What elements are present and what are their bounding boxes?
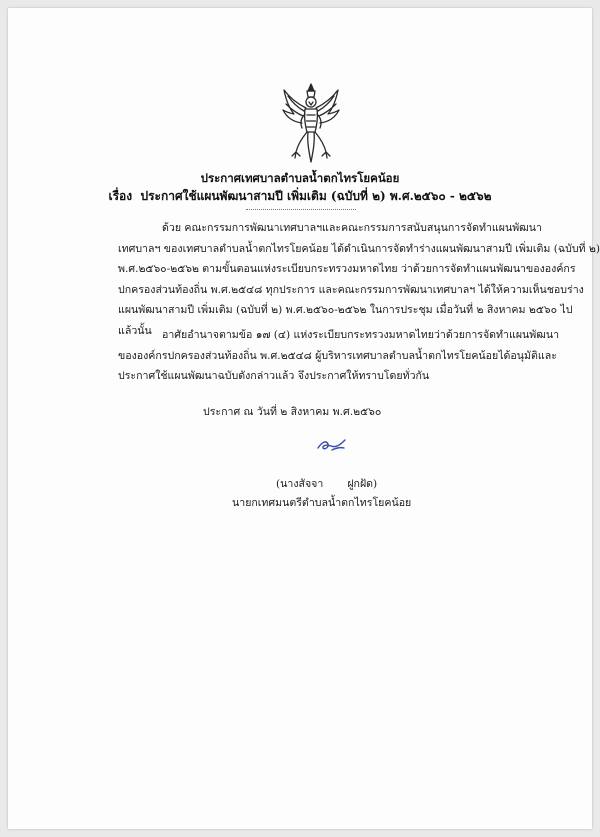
paragraph-line: แล้วนั้น bbox=[118, 324, 152, 337]
paragraph-line: เทศบาลฯ ของเทศบาลตำบลน้ำตกไทรโยคน้อย ได้ดำเนินการจัดทำร่างแผนพัฒนาสามปี เพิ่มเติม (ฉบับที่ ๒) bbox=[118, 242, 600, 255]
paragraph-line: ประกาศใช้แผนพัฒนาฉบับดังกล่าวแล้ว จึงประกาศให้ทราบโดยทั่วกัน bbox=[118, 370, 430, 383]
signer-position: นายกเทศมนตรีตำบลน้ำตกไทรโยคน้อย bbox=[232, 497, 412, 509]
subject-label: เรื่อง bbox=[108, 189, 133, 203]
signature-icon bbox=[314, 436, 348, 454]
paragraph-1 bbox=[118, 218, 600, 342]
paragraph-line: พ.ศ.๒๕๖๐-๒๕๖๒ ตามขั้นตอนแห่งระเบียบกระทรวงมหาดไทย ว่าด้วยการจัดทำแผนพัฒนาขององค์กร bbox=[118, 263, 576, 276]
subject-text: ประกาศใช้แผนพัฒนาสามปี เพิ่มเติม (ฉบับที่ ๒) พ.ศ.๒๕๖๐ - ๒๕๖๒ bbox=[140, 189, 492, 203]
paragraph-line: ขององค์กรปกครองส่วนท้องถิ่น พ.ศ.๒๕๔๘ ผู้บริหารเทศบาลตำบลน้ำตกไทรโยคน้อยได้อนุมัติและ bbox=[118, 349, 557, 362]
garuda-emblem-icon bbox=[280, 82, 342, 164]
document-subject bbox=[8, 187, 592, 206]
document-title: ประกาศเทศบาลตำบลน้ำตกไทรโยคน้อย bbox=[200, 171, 400, 185]
paragraph-line: อาศัยอำนาจตามข้อ ๑๗ (๔) แห่งระเบียบกระทรวงมหาดไทยว่าด้วยการจัดทำแผนพัฒนา bbox=[162, 329, 560, 341]
paragraph-line: แผนพัฒนาสามปี เพิ่มเติม (ฉบับที่ ๒) พ.ศ.๒๕๖๐-๒๕๖๒ ในการประชุม เมื่อวันที่ ๒ สิงหาคม ๒๕๖๐ ไป bbox=[118, 304, 573, 317]
signer-first: (นางสัจจา bbox=[276, 478, 324, 490]
document-page bbox=[8, 8, 600, 829]
title-divider bbox=[246, 209, 356, 210]
signer-last: ฝูกฝัด) bbox=[347, 478, 378, 490]
paragraph-line: ปกครองส่วนท้องถิ่น พ.ศ.๒๕๔๘ ทุกประการ และคณะกรรมการพัฒนาเทศบาลฯ ได้ให้ความเห็นชอบร่าง bbox=[118, 283, 584, 296]
paragraph-line: ด้วย คณะกรรมการพัฒนาเทศบาลฯและคณะกรรมการสนับสนุนการจัดทำแผนพัฒนา bbox=[162, 222, 542, 234]
signer-name bbox=[276, 475, 377, 492]
given-date: ประกาศ ณ วันที่ ๒ สิงหาคม พ.ศ.๒๕๖๐ bbox=[203, 406, 382, 418]
paragraph-2 bbox=[118, 325, 560, 387]
